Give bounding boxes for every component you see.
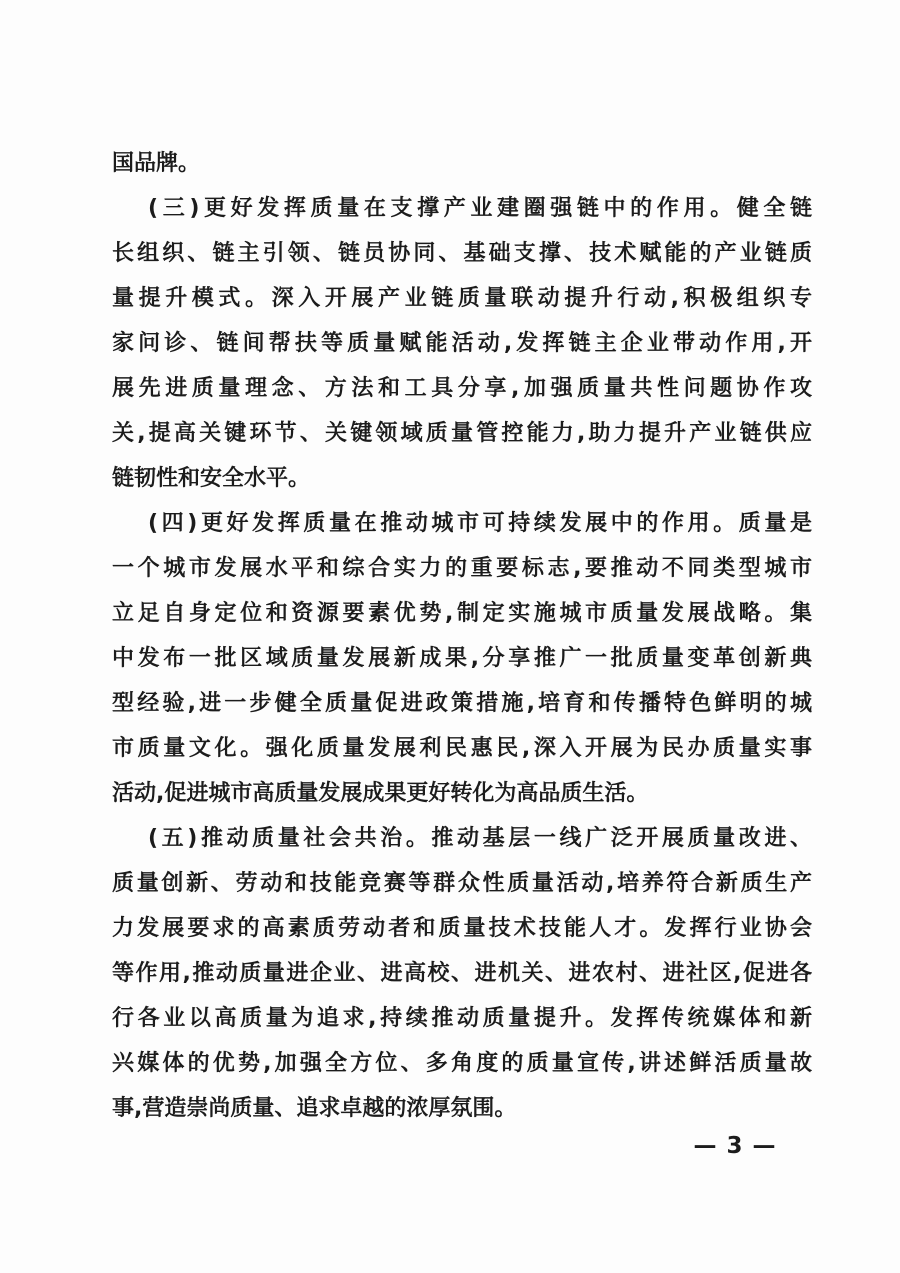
text-line: 质量创新、劳动和技能竞赛等群众性质量活动,培养符合新质生产 [112, 871, 812, 896]
text-line: 等作用,推动质量进企业、进高校、进机关、进农村、进社区,促进各 [112, 961, 812, 986]
text-line: 市质量文化。强化质量发展利民惠民,深入开展为民办质量实事 [112, 736, 812, 761]
text-line: (五)推动质量社会共治。推动基层一线广泛开展质量改进、 [148, 826, 812, 851]
text-line: 立足自身定位和资源要素优势,制定实施城市质量发展战略。集 [112, 601, 812, 626]
text-line: 量提升模式。深入开展产业链质量联动提升行动,积极组织专 [112, 286, 812, 311]
text-line: 长组织、链主引领、链员协同、基础支撑、技术赋能的产业链质 [112, 241, 812, 266]
text-line: (三)更好发挥质量在支撑产业建圈强链中的作用。健全链 [148, 196, 812, 221]
text-line: 中发布一批区域质量发展新成果,分享推广一批质量变革创新典 [112, 646, 812, 671]
text-line: 展先进质量理念、方法和工具分享,加强质量共性问题协作攻 [112, 376, 812, 401]
text-line: 家问诊、链间帮扶等质量赋能活动,发挥链主企业带动作用,开 [112, 331, 812, 356]
paragraph-4 [112, 816, 812, 1131]
paragraph-3 [112, 501, 812, 816]
text-line: 一个城市发展水平和综合实力的重要标志,要推动不同类型城市 [112, 556, 812, 581]
text-line: 国品牌。 [112, 151, 201, 176]
paragraph-1 [112, 141, 812, 186]
paragraph-2 [112, 186, 812, 501]
text-line: 事,营造崇尚质量、追求卓越的浓厚氛围。 [112, 1096, 517, 1121]
text-line: 兴媒体的优势,加强全方位、多角度的质量宣传,讲述鲜活质量故 [112, 1051, 812, 1076]
text-line: 活动,促进城市高质量发展成果更好转化为高品质生活。 [112, 781, 649, 806]
document-body [112, 141, 812, 1131]
text-line: 关,提高关键环节、关键领域质量管控能力,助力提升产业链供应 [112, 421, 812, 446]
text-line: 型经验,进一步健全质量促进政策措施,培育和传播特色鲜明的城 [112, 691, 812, 716]
page-number: — 3 — [693, 1133, 777, 1159]
text-line: 链韧性和安全水平。 [112, 466, 311, 491]
text-line: (四)更好发挥质量在推动城市可持续发展中的作用。质量是 [148, 511, 812, 536]
text-line: 行各业以高质量为追求,持续推动质量提升。发挥传统媒体和新 [112, 1006, 812, 1031]
text-line: 力发展要求的高素质劳动者和质量技术技能人才。发挥行业协会 [112, 916, 812, 941]
